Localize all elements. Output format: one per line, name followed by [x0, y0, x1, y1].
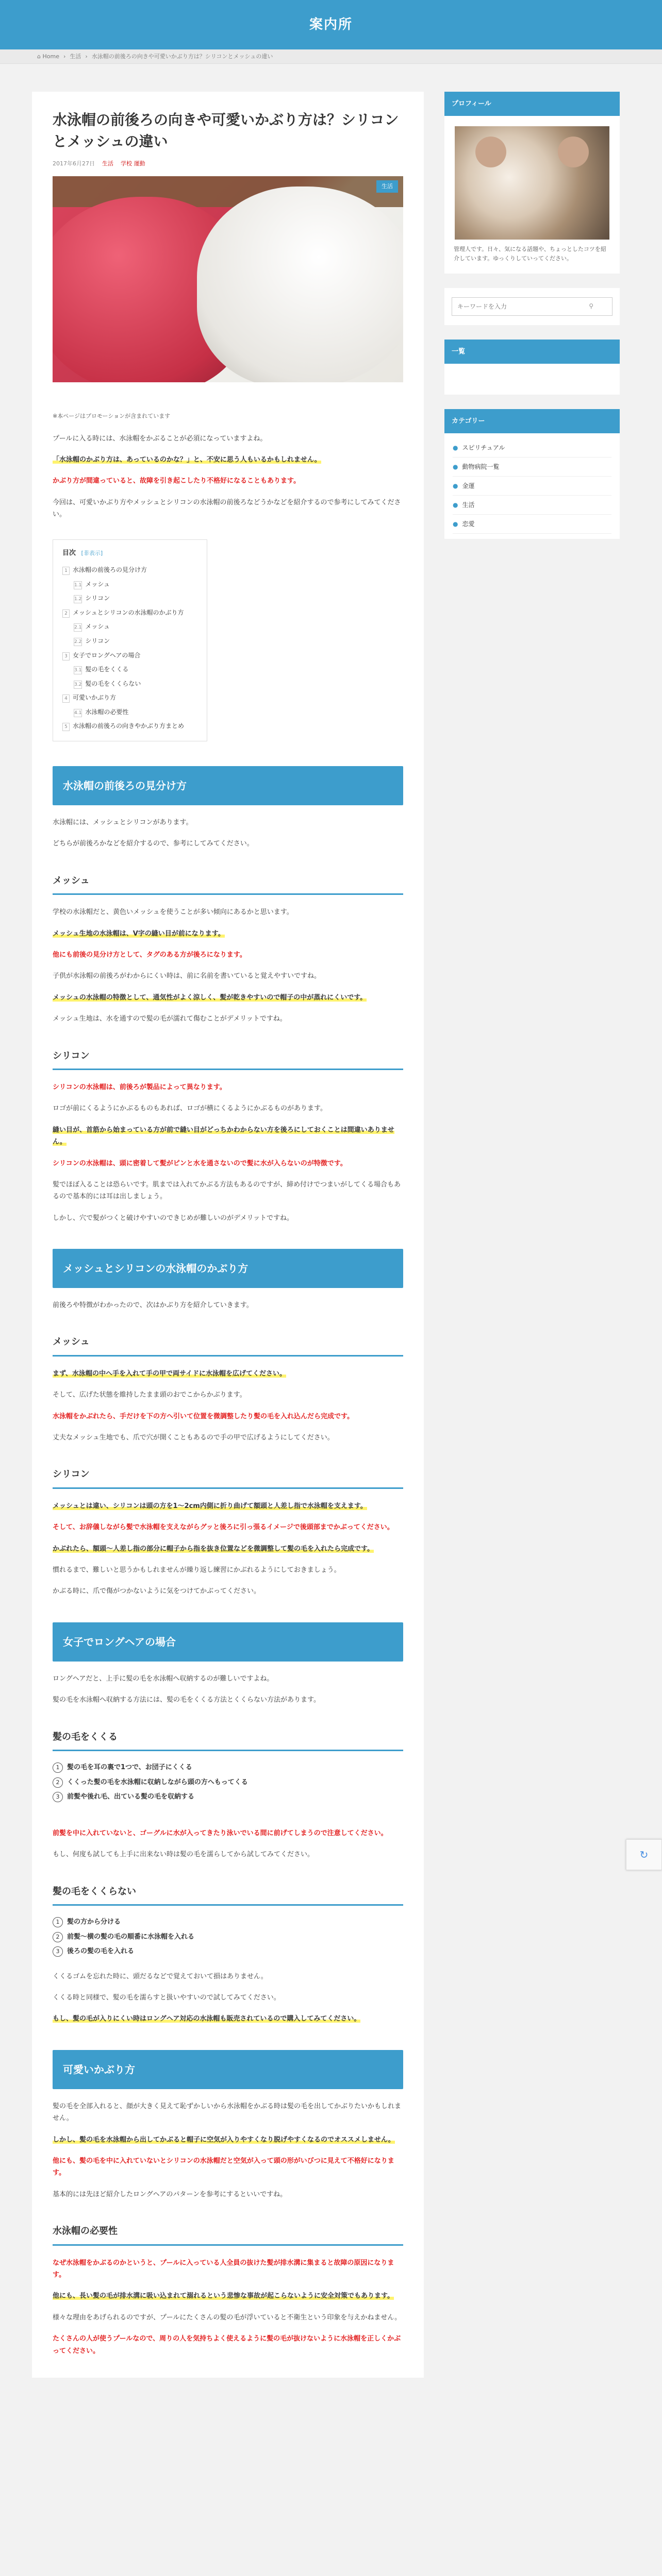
section-heading: 水泳帽の前後ろの見分け方: [53, 766, 403, 805]
intro-paragraph: プールに入る時には、水泳帽をかぶることが必須になっていますよね。: [53, 434, 267, 443]
paragraph: 基本的には先ほど紹介したロングヘアのパターンを参考にするといいですね。: [53, 2190, 287, 2198]
step-number-icon: 3: [53, 1946, 63, 1957]
highlight-text: 他にも、長い髪の毛が排水溝に吸い込まれて溺れるという悲惨な事故が起こらないように安全対策でもあります。: [53, 2292, 394, 2300]
paragraph: どちらが前後ろかなどを紹介するので、参考にしてみてください。: [53, 840, 254, 848]
bullet-icon: ●: [453, 482, 458, 490]
paragraph: 学校の水泳帽だと、黄色いメッシュを使うことが多い傾向にあるかと思います。: [53, 908, 293, 917]
table-of-contents: [53, 539, 207, 742]
breadcrumb-category[interactable]: 生活: [70, 53, 81, 60]
red-text: シリコンの水泳帽は、前後ろが製品によって異なります。: [53, 1083, 226, 1091]
paragraph: [53, 1500, 403, 1512]
category-label: 生活: [462, 501, 475, 509]
toc-title: [62, 547, 197, 559]
widget-body: [444, 364, 620, 395]
list-item: [53, 1775, 403, 1790]
list-item: [53, 1760, 403, 1775]
list-item: [53, 1930, 403, 1945]
list-item: [53, 1944, 403, 1959]
section-heading: 女子でロングヘアの場合: [53, 1622, 403, 1662]
red-text: そして、お辞儀しながら髪で水泳帽を支えながらグッと後ろに引っ張るイメージで後頭部までかぶってください。: [53, 1523, 394, 1532]
paragraph: [53, 1411, 403, 1422]
list-item-text: くくった髪の毛を水泳帽に収納しながら頭の方へもってくる: [67, 1778, 248, 1786]
paragraph: [53, 1158, 403, 1170]
article-meta: [53, 159, 403, 169]
toc-item-label: 水泳帽の必要性: [85, 708, 129, 716]
paragraph: 髪でほぼ入ることは恐らいです。肌までは入れてかぶる方法もあるのですが、締め付けでつまいがしてくる場合もあるので基本的には耳は出しましょう。: [53, 1180, 401, 1201]
paragraph: そして、広げた状態を維持したまま頭のおでこからかぶります。: [53, 1391, 246, 1399]
red-text: 水泳帽をかぶれたら、手だけを下の方へ引いて位置を微調整したり髪の毛を入れ込んだら完成です。: [53, 1412, 354, 1420]
toc-item[interactable]: [62, 606, 197, 620]
subsection-heading: シリコン: [53, 1466, 403, 1488]
red-text: たくさんの人が使うプールなので、周りの人を気持ちよく使えるように髪の毛が抜けないように水泳帽を正しくかぶってください。: [53, 2335, 401, 2355]
paragraph: [53, 1081, 403, 1093]
toc-item-label: シリコン: [85, 595, 110, 602]
article-date: 2017年6月27日: [53, 160, 95, 167]
toc-item-number: 4.1: [74, 709, 82, 717]
list-item: [53, 1915, 403, 1930]
search-box: [444, 288, 620, 325]
toc-list: [62, 563, 197, 734]
toc-item-number: 4: [62, 694, 70, 703]
category-widget: [444, 409, 620, 539]
step-number-icon: 3: [53, 1792, 63, 1802]
list-item-text: 髪の方から分ける: [67, 1918, 121, 1926]
list-item-text: 髪の毛を耳の裏で1つで、お団子にくくる: [67, 1763, 192, 1771]
toc-item-number: 3: [62, 652, 70, 660]
paragraph: 丈夫なメッシュ生地でも、爪で穴が開くこともあるので手の甲で広げるようにしてください。: [53, 1434, 334, 1442]
highlight-text: かぶれたら、額頭〜人差し指の部分に帽子から指を抜き位置などを微調整して髪の毛を入れたら完成です。: [53, 1545, 374, 1553]
breadcrumb-separator: ›: [63, 53, 66, 60]
toc-item-number: 3.1: [74, 666, 82, 674]
paragraph: メッシュ生地は、水を通すので髪の毛が濡れて傷むことがデメリットですね。: [53, 1015, 287, 1023]
toc-item-label: 水泳帽の前後ろの向きやかぶり方まとめ: [73, 722, 185, 730]
sidebar: [444, 92, 620, 553]
widget-title: カテゴリー: [444, 409, 620, 433]
paragraph: [53, 1368, 403, 1380]
paragraph: 水泳帽には、メッシュとシリコンがあります。: [53, 819, 193, 827]
category-label: スピリチュアル: [462, 444, 505, 452]
toc-item-label: メッシュとシリコンの水泳帽のかぶり方: [73, 608, 184, 616]
paragraph: [53, 2155, 403, 2179]
category-item[interactable]: [453, 438, 611, 457]
category-item[interactable]: [453, 496, 611, 515]
toc-toggle[interactable]: [非表示]: [81, 549, 103, 556]
bullet-icon: ●: [453, 463, 458, 471]
toc-item-number: 1.2: [74, 595, 82, 603]
toc-item-label: 髪の毛をくくらない: [85, 680, 141, 687]
category-list: [444, 433, 620, 539]
list-item-text: 前髪〜横の髪の毛の順番に水泳帽を入れる: [67, 1933, 195, 1941]
search-field: [452, 297, 613, 316]
profile-box: [444, 116, 620, 273]
site-header: [0, 0, 662, 49]
red-text: 前髪を中に入れていないと、ゴーグルに水が入ってきたり泳いでいる間に前げてしまうので注意してください。: [53, 1829, 388, 1837]
paragraph: [53, 2290, 403, 2302]
toc-item-number: 1.1: [74, 581, 82, 589]
step-number-icon: 2: [53, 1932, 63, 1942]
avatar-ear: [475, 137, 506, 167]
toc-item[interactable]: [62, 591, 197, 606]
toc-item[interactable]: [62, 705, 197, 720]
paragraph: [53, 2134, 403, 2146]
subsection-heading: 水泳帽の必要性: [53, 2223, 403, 2245]
paragraph: かぶる時に、爪で傷がつかないように気をつけてかぶってください。: [53, 1587, 261, 1596]
paragraph: [53, 1827, 403, 1839]
highlight-text: 縫い目が、首筋から始まっている方が前で縫い目がどっちかわからない方を後ろにしておくことは間違いありません。: [53, 1126, 394, 1146]
highlight-text: メッシュ生地の水泳帽は、V字の縫い目が前になります。: [53, 929, 225, 938]
category-label: 金運: [462, 482, 475, 490]
toc-title-text: 目次: [62, 549, 76, 557]
toc-item-label: 水泳帽の前後ろの見分け方: [73, 566, 147, 573]
toc-item[interactable]: [62, 563, 197, 578]
toc-item-label: 可愛いかぶり方: [73, 694, 117, 702]
red-text: シリコンの水泳帽は、頭に密着して髪がピンと水を通さないので髪に水が入らないのが特徴です。: [53, 1159, 347, 1167]
highlight-text: しかし、髪の毛を水泳帽から出してかぶると帽子に空気が入りやすくなり脱げやすくなるのでオススメしません。: [53, 2136, 395, 2144]
highlight-text: メッシュの水泳帽の特徴として、通気性がよく涼しく、髪が乾きやすいので帽子の中が蒸れにくいです。: [53, 993, 367, 1002]
list-item: [53, 1790, 403, 1805]
list-item-text: 後ろの髪の毛を入れる: [67, 1947, 135, 1956]
bullet-icon: ●: [453, 501, 458, 509]
category-item[interactable]: [453, 515, 611, 534]
hero-image: [53, 176, 403, 382]
list-item-text: 前髪や後れ毛、出ている髪の毛を収納する: [67, 1793, 195, 1801]
toc-item[interactable]: [62, 691, 197, 705]
paragraph: 慣れるまで、難しいと思うかもしれませんが繰り返し練習にかぶれるようにしておきましょう。: [53, 1566, 341, 1574]
step-number-icon: 1: [53, 1762, 63, 1773]
subsection-heading: メッシュ: [53, 1334, 403, 1356]
numbered-list: [53, 1760, 403, 1805]
toc-item-number: 1: [62, 567, 70, 575]
bullet-icon: ●: [453, 520, 458, 528]
toc-item-number: 2: [62, 609, 70, 618]
article-tag[interactable]: 生活: [102, 160, 113, 167]
category-item[interactable]: [453, 477, 611, 496]
breadcrumb-current: 水泳帽の前後ろの向きや可愛いかぶり方は？シリコンとメッシュの違い: [91, 53, 273, 60]
toc-item-label: メッシュ: [85, 580, 110, 588]
profile-text: 管理人です。日々、気になる話題や、ちょっとしたコツを紹介しています。ゆっくりしていってください。: [454, 246, 606, 262]
ichiran-widget: [444, 340, 620, 395]
toc-item-label: メッシュ: [85, 623, 110, 631]
intro-paragraph: [53, 475, 403, 487]
section-heading: メッシュとシリコンの水泳帽のかぶり方: [53, 1249, 403, 1288]
avatar-ear: [558, 137, 589, 167]
paragraph: もし、何度も試しても上手に出来ない時は髪の毛を濡らしてから試してみてください。: [53, 1851, 315, 1859]
step-number-icon: 1: [53, 1917, 63, 1927]
article-main: [32, 92, 424, 2378]
toc-item-label: 髪の毛をくくる: [85, 666, 129, 673]
subsection-heading: 髪の毛をくくる: [53, 1729, 403, 1751]
section-heading: 可愛いかぶり方: [53, 2050, 403, 2089]
toc-item-label: 女子でロングヘアの場合: [73, 651, 141, 659]
category-label: 恋愛: [462, 520, 475, 528]
toc-item[interactable]: [62, 649, 197, 663]
breadcrumb-home[interactable]: ⌂ Home: [37, 53, 59, 60]
breadcrumb: [0, 49, 662, 64]
paragraph: ロングヘアだと、上手に髪の毛を水泳帽へ収納するのが難しいですよね。: [53, 1674, 274, 1683]
article-tag[interactable]: 学校 運動: [121, 160, 145, 167]
paragraph: [53, 1521, 403, 1533]
intro-paragraph: [53, 454, 403, 466]
step-number-icon: 2: [53, 1777, 63, 1788]
promo-notice: ※本ページはプロモーションが含まれています: [53, 412, 171, 419]
paragraph: 前後ろや特徴がわかったので、次はかぶり方を紹介していきます。: [53, 1301, 253, 1310]
paragraph: [53, 1124, 403, 1148]
toc-item-number: 2.2: [74, 638, 82, 646]
category-item[interactable]: [453, 457, 611, 477]
article-title: 水泳帽の前後ろの向きや可愛いかぶり方は？シリコンとメッシュの違い: [53, 111, 399, 150]
recaptcha-badge[interactable]: ↻: [626, 1839, 662, 1870]
white-swim-cap: [197, 187, 403, 382]
paragraph: [53, 1543, 403, 1555]
paragraph: [53, 928, 403, 940]
paragraph: しかし、穴で髪がつくと破けやすいのできじめが難しいのがデメリットですね。: [53, 1214, 293, 1222]
highlight-text: 「水泳帽のかぶり方は、あっているのかな？」と、不安に思う人もいるかもしれません。: [53, 455, 321, 464]
profile-widget: [444, 92, 620, 274]
breadcrumb-separator: ›: [85, 53, 88, 60]
intro-paragraph: 今回は、可愛いかぶり方やメッシュとシリコンの水泳帽の前後ろなどうかなどを紹介するので参考にしてみてください。: [53, 498, 401, 519]
toc-item-number: 3.2: [74, 681, 82, 689]
toc-item[interactable]: [62, 620, 197, 634]
profile-avatar: [455, 126, 609, 240]
red-text: 他にも、髪の毛を中に入れていないとシリコンの水泳帽だと空気が入って頭の形がいびつに見えて不格好になります。: [53, 2157, 394, 2177]
toc-item[interactable]: [62, 663, 197, 677]
search-widget: [444, 288, 620, 325]
paragraph: 様々な理由をあげられるのですが、プールにたくさんの髪の毛が浮いていると不衛生という印象を与えかねません。: [53, 2313, 402, 2321]
site-title[interactable]: 案内所: [309, 16, 353, 32]
toc-item[interactable]: [62, 578, 197, 592]
category-label: 動物病院一覧: [462, 463, 500, 471]
subsection-heading: メッシュ: [53, 873, 403, 895]
search-icon[interactable]: ⚲: [589, 302, 593, 310]
highlight-text: メッシュとは違い、シリコンは頭の方を1〜2cm内側に折り曲げて額頭と人差し指で水泳帽を支えます。: [53, 1502, 367, 1510]
numbered-list: [53, 1915, 403, 1959]
paragraph: [53, 992, 403, 1004]
paragraph: [53, 2257, 403, 2281]
paragraph: 子供が水泳帽の前後ろがわからにくい時は、前に名前を書いていると覚えやすいですね。: [53, 972, 321, 980]
subsection-heading: シリコン: [53, 1048, 403, 1070]
toc-item-number: 2.1: [74, 623, 82, 632]
widget-title: プロフィール: [444, 92, 620, 116]
paragraph: [53, 949, 403, 961]
toc-item[interactable]: [62, 719, 197, 734]
toc-item-number: 5: [62, 723, 70, 731]
red-text: 他にも前後の見分け方として、タグのある方が後ろになります。: [53, 951, 246, 959]
paragraph: [53, 2013, 403, 2025]
paragraph: 髪の毛を全部入れると、顔が大きく見えて恥ずかしいから水泳帽をかぶる時は髪の毛を出してかぶりたいかもしれません。: [53, 2102, 402, 2123]
paragraph: くくるゴムを忘れた時に、頭だるなどで覚えておいて損はありません。: [53, 1972, 268, 1980]
toc-item-label: シリコン: [85, 637, 110, 645]
red-text: かぶり方が間違っていると、故障を引き起こしたり不格好になることもあります。: [53, 477, 300, 485]
highlight-text: まず、水泳帽の中へ手を入れて手の甲で両サイドに水泳帽を広げてください。: [53, 1369, 287, 1378]
red-text: なぜ水泳帽をかぶるのかというと、プールに入っている人全員の抜けた髪が排水溝に集まると故障の原因になります。: [53, 2259, 394, 2279]
toc-item[interactable]: [62, 677, 197, 691]
toc-item[interactable]: [62, 634, 197, 649]
category-badge[interactable]: 生活: [376, 180, 398, 193]
paragraph: 髪の毛を水泳帽へ収納する方法には、髪の毛をくくる方法とくくらない方法があります。: [53, 1696, 320, 1704]
highlight-text: もし、髪の毛が入りにくい時はロングヘア対応の水泳帽も販売されているので購入してみてください。: [53, 2015, 361, 2023]
subsection-heading: 髪の毛をくくらない: [53, 1884, 403, 1906]
search-input[interactable]: [457, 303, 589, 310]
paragraph: くくる時と同様で、髪の毛を濡らすと扱いやすいので試してみてください。: [53, 1994, 280, 2002]
bullet-icon: ●: [453, 444, 458, 452]
paragraph: ロゴが前にくるようにかぶるものもあれば、ロゴが横にくるようにかぶるものがあります。: [53, 1105, 327, 1113]
paragraph: [53, 2333, 403, 2357]
widget-title: 一覧: [444, 340, 620, 364]
